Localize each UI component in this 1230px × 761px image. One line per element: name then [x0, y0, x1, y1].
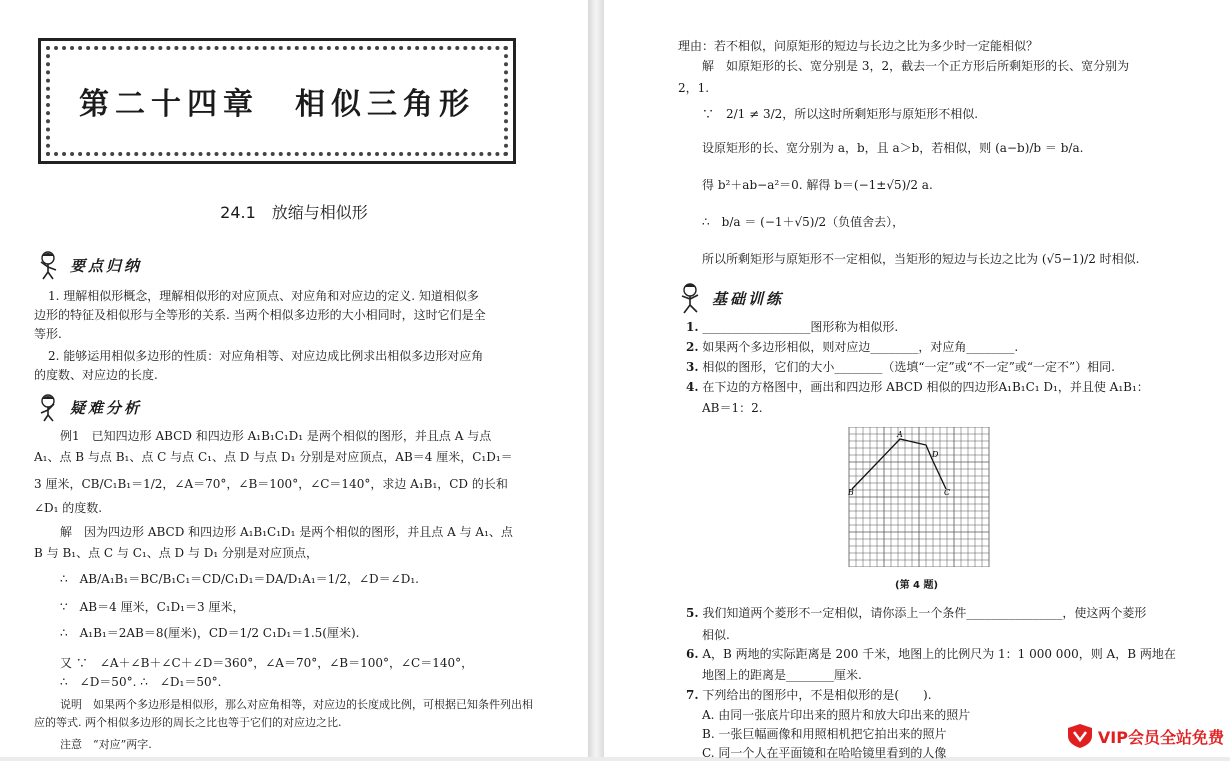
question-text: 下列给出的图形中，不是相似形的是( ).: [702, 688, 932, 702]
vertex-label-d: D: [932, 450, 939, 459]
question-7-option-b: [702, 726, 946, 742]
question-number: 3.: [686, 360, 699, 374]
question-6: [686, 646, 1176, 662]
cartoon-thinker-icon: [34, 392, 64, 422]
chapter-banner-inner: [46, 46, 508, 156]
solution-line: 又 ∵ ∠A＋∠B＋∠C＋∠D＝360°，∠A＝70°，∠B＝100°，∠C＝140°，: [60, 656, 474, 670]
chapter-banner: [38, 38, 516, 164]
question-5: [686, 605, 1146, 621]
text-line: 所以所剩矩形与原矩形不一定相似，当矩形的短边与长边之比为 (√5−1)/2 时相似.: [702, 252, 1140, 266]
question-number: 2.: [686, 340, 699, 354]
grid-figure: [848, 427, 990, 567]
question-4: [686, 379, 1149, 395]
chapter-title: 第二十四章 相似三角形: [79, 87, 475, 122]
text-line: ∴ b/a ＝ (−1＋√5)/2（负值舍去），: [702, 215, 905, 229]
text-line: 等形.: [34, 327, 62, 341]
example-line: ∠D₁ 的度数.: [34, 501, 103, 515]
question-5-cont: [702, 627, 730, 643]
solution-line: ∴ A₁B₁＝2AB＝8(厘米)，CD＝1/2 C₁D₁＝1.5(厘米).: [60, 626, 360, 640]
question-7-option-a: [702, 707, 970, 723]
question-1: [686, 319, 898, 335]
example-line: 例1 已知四边形 ABCD 和四边形 A₁B₁C₁D₁ 是两个相似的图形，并且点 A 与点: [60, 429, 492, 443]
text-line: 边形的特征及相似形与全等形的关系. 当两个相似多边形的大小相同时，这时它们是全: [34, 308, 486, 322]
key-points-label: 要点归纳: [70, 256, 143, 275]
option-text: B. 一张巨幅画像和用照相机把它拍出来的照片: [702, 727, 947, 741]
section-title: 24.1 放缩与相似形: [220, 203, 368, 222]
grid-lines: [849, 427, 989, 567]
question-text: __________________图形称为相似形.: [702, 320, 899, 334]
note-line: 应的等式. 两个相似多边形的周长之比也等于它们的对应边之比.: [34, 716, 342, 729]
quadrilateral-abcd: [852, 439, 946, 489]
question-2: [686, 339, 1018, 355]
option-text: A. 由同一张底片印出来的照片和放大印出来的照片: [702, 708, 971, 722]
vip-shield-icon: [1066, 724, 1094, 748]
question-4-cont: [702, 400, 763, 416]
question-number: 5.: [686, 606, 699, 620]
question-text: 相似.: [702, 628, 730, 642]
question-text: 如果两个多边形相似，则对应边________，对应角________.: [702, 340, 1019, 354]
question-number: 6.: [686, 647, 699, 661]
question-text: 在下边的方格图中，画出和四边形 ABCD 相似的四边形A₁B₁C₁ D₁，并且使 A₁B₁：: [702, 380, 1149, 394]
solution-line: ∵ AB＝4 厘米，C₁D₁＝3 厘米，: [60, 600, 245, 614]
solution-line: 解 因为四边形 ABCD 和四边形 A₁B₁C₁D₁ 是两个相似的图形，并且点 A 与 A₁、点: [60, 525, 513, 539]
note-line: 说明 如果两个多边形是相似形，那么对应角相等，对应边的长度成比例，可根据已知条件列出相: [60, 698, 533, 711]
question-7: [686, 687, 932, 703]
solution-line: ∴ ∠D＝50°. ∴ ∠D₁＝50°.: [60, 675, 222, 689]
watermark-text: VIP会员全站免费: [1097, 727, 1224, 747]
text-line: 解 如原矩形的长、宽分别是 3，2，截去一个正方形后所剩矩形的长、宽分别为: [702, 59, 1130, 73]
cartoon-student-icon: [34, 250, 64, 280]
example-line: 3 厘米，CB/C₁B₁＝1/2，∠A＝70°，∠B＝100°，∠C＝140°，求边 A₁B₁，CD 的长和: [34, 477, 508, 491]
question-text: 我们知道两个菱形不一定相似，请你添上一个条件________________，使这两个菱形: [702, 606, 1147, 620]
text-line: 理由：若不相似，问原矩形的短边与长边之比为多少时一定能相似？: [678, 39, 1039, 53]
analysis-label: 疑难分析: [70, 398, 143, 417]
question-text: A，B 两地的实际距离是 200 千米，地图上的比例尺为 1：1 000 000，则 A，B 两地在: [702, 647, 1176, 661]
text-line: 2. 能够运用相似多边形的性质：对应角相等、对应边成比例求出相似多边形对应角: [48, 349, 484, 363]
text-line: 设原矩形的长、宽分别为 a，b，且 a＞b，若相似，则 (a−b)/b ＝ b/a.: [702, 141, 1084, 155]
text-line: 的度数、对应边的长度.: [34, 368, 158, 382]
vertex-label-c: C: [944, 488, 951, 497]
question-text: 相似的图形，它们的大小________（选填“一定”或“不一定”或“一定不”）相同.: [702, 360, 1115, 374]
vip-watermark[interactable]: [1060, 719, 1230, 753]
question-6-cont: [702, 667, 862, 683]
figure-caption: (第 4 题): [895, 580, 939, 591]
analysis-heading: [34, 392, 142, 422]
basic-training-heading: [676, 282, 784, 314]
cartoon-runner-icon: [676, 282, 706, 314]
text-line: ∵ 2/1 ≠ 3/2，所以这时所剩矩形与原矩形不相似.: [702, 107, 979, 121]
text-line: 得 b²＋ab−a²＝0. 解得 b＝(−1±√5)/2 a.: [702, 178, 933, 192]
question-text: AB＝1：2.: [702, 401, 763, 415]
question-3: [686, 359, 1115, 375]
vertex-label-b: B: [848, 488, 854, 497]
question-7-option-c: [702, 745, 946, 761]
question-number: 4.: [686, 380, 699, 394]
caution-line: 注意 “对应”两字.: [60, 738, 152, 751]
left-page: [0, 0, 588, 757]
text-line: 2，1.: [678, 81, 710, 95]
key-points-heading: [34, 250, 142, 280]
page-gutter: [588, 0, 604, 757]
basic-training-label: 基础训练: [712, 289, 785, 308]
question-number: 7.: [686, 688, 699, 702]
text-line: 1. 理解相似形概念，理解相似形的对应顶点、对应角和对应边的定义. 知道相似多: [48, 289, 479, 303]
question-number: 1.: [686, 320, 699, 334]
solution-line: ∴ AB/A₁B₁＝BC/B₁C₁＝CD/C₁D₁＝DA/D₁A₁＝1/2，∠D＝∠D₁.: [60, 572, 419, 586]
example-line: A₁、点 B 与点 B₁、点 C 与点 C₁、点 D 与点 D₁ 分别是对应顶点，AB＝4 厘米，C₁D₁＝: [34, 450, 513, 464]
question-text: 地图上的距离是________厘米.: [702, 668, 862, 682]
solution-line: B 与 B₁、点 C 与 C₁、点 D 与 D₁ 分别是对应顶点，: [34, 546, 319, 560]
option-text: C. 同一个人在平面镜和在哈哈镜里看到的人像: [702, 746, 947, 760]
vertex-label-a: A: [897, 430, 903, 439]
